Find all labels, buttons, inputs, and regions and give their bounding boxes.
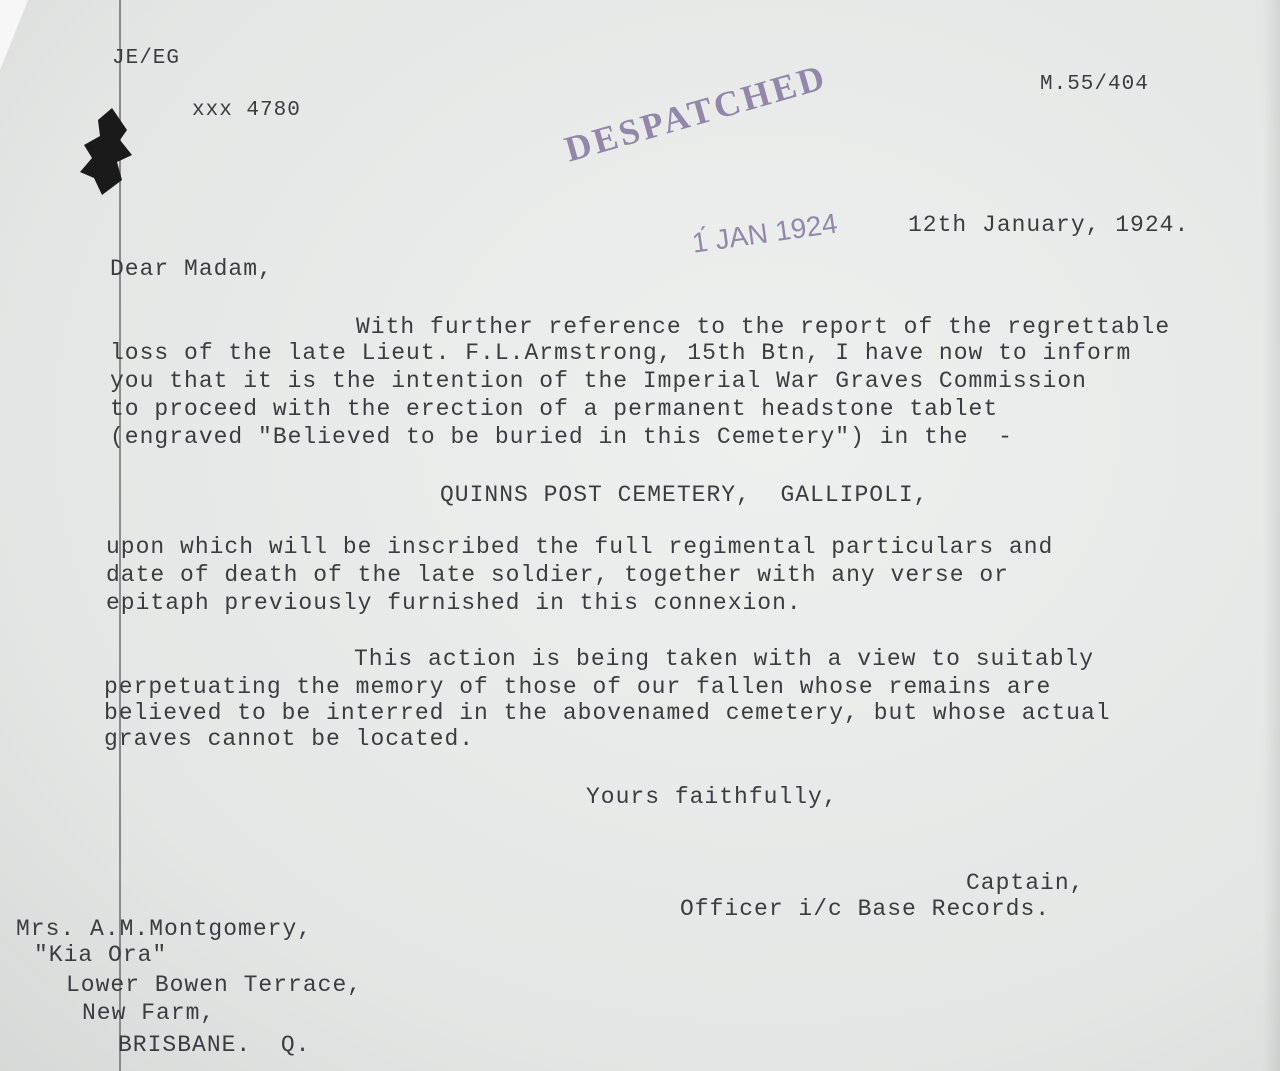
paragraph1-line: to proceed with the erection of a permanent headstone tablet [110,396,999,422]
closing: Yours faithfully, [586,784,838,810]
folded-corner [0,0,28,70]
punch-hole-icon [72,100,142,210]
paragraph2-line: epitaph previously furnished in this connexion. [106,590,802,616]
letter-date: 12th January, 1924. [908,212,1190,238]
signature-rank: Captain, [966,870,1085,896]
address-line: New Farm, [82,1000,216,1026]
salutation: Dear Madam, [110,256,273,282]
paragraph1-line: loss of the late Lieut. F.L.Armstrong, 15th Btn, I have now to inform [110,340,1132,366]
paragraph3-line: This action is being taken with a view to suitably [354,646,1095,672]
address-line: Lower Bowen Terrace, [66,972,363,998]
address-line: "Kia Ora" [34,942,168,968]
paragraph3-line: believed to be interred in the abovenamed cemetery, but whose actual [104,700,1111,726]
address-line: BRISBANE. Q. [118,1032,311,1058]
paragraph3-line: graves cannot be located. [104,726,475,752]
paragraph2-line: upon which will be inscribed the full regimental particulars and [106,534,1054,560]
initials: JE/EG [112,47,181,70]
reference-number: M.55/404 [1040,73,1149,96]
signature-title: Officer i/c Base Records. [680,896,1051,922]
paragraph2-line: date of death of the late soldier, together with any verse or [106,562,1009,588]
page-edge-shadow [1262,0,1280,1071]
paragraph1-line: (engraved "Believed to be buried in this Cemetery") in the - [110,424,1013,450]
file-reference: xxx 4780 [192,99,301,122]
paragraph1-line: With further reference to the report of the regrettable [356,314,1171,340]
despatched-stamp: DESPATCHED [560,56,832,170]
date-stamp: 1́ JAN 1924 [690,207,840,259]
paragraph1-line: you that it is the intention of the Imperial War Graves Commission [110,368,1087,394]
paragraph3-line: perpetuating the memory of those of our fallen whose remains are [104,674,1052,700]
cemetery-name: QUINNS POST CEMETERY, GALLIPOLI, [440,482,929,508]
address-line: Mrs. A.M.Montgomery, [16,916,313,942]
